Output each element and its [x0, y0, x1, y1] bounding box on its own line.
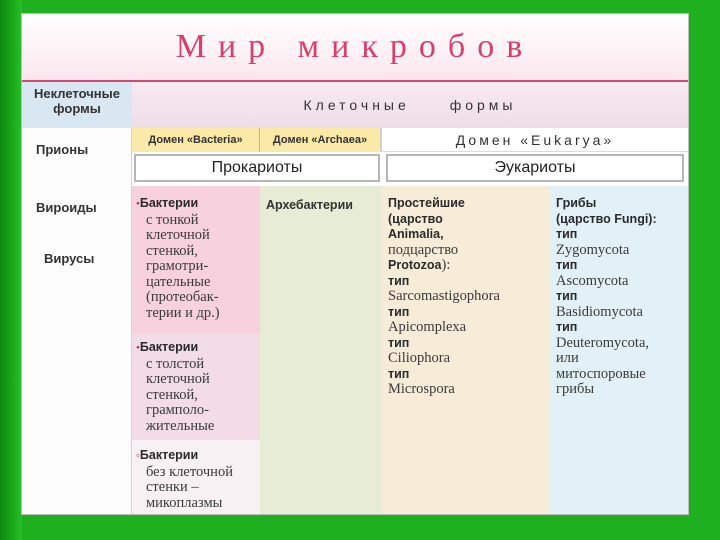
bacteria-group-3-line: без клеточной [146, 463, 233, 480]
fungi-tail-line: грибы [556, 381, 595, 397]
bacteria-group-2-line: с толстой [146, 355, 205, 372]
fungi-tail-line: митоспоровые [556, 365, 646, 382]
protozoa-line4: подцарство [388, 241, 459, 258]
bacteria-group-2-line: клеточной [146, 371, 210, 387]
protozoa-type-name: Apicomplexa [388, 319, 467, 335]
bacteria-group-1-line: с тонкой [146, 211, 199, 228]
bullet-icon: • [136, 342, 140, 354]
noncellular-header [22, 82, 132, 128]
cellular-header-word1: Клеточные [303, 97, 410, 113]
bacteria-group-1-title: Бактерии [139, 196, 199, 210]
bullet-icon: • [136, 198, 140, 210]
cellular-header [132, 82, 688, 128]
bacteria-group-3 [136, 448, 264, 511]
bacteria-group-1-line: клеточной [146, 227, 210, 243]
noncellular-item-prions: Прионы [36, 142, 89, 157]
fungi-type-name: Ascomycota [556, 272, 629, 289]
domain-eukarya: Домен «Eukarya» [380, 128, 688, 152]
protozoa-subkingdom: Protozoa [388, 258, 442, 272]
fungi-tail-line: или [556, 350, 579, 366]
bacteria-group-1 [136, 196, 260, 321]
protozoa-type-label: тип [388, 273, 410, 288]
slide-title: Мир микробов [22, 14, 688, 80]
fungi-type-label: тип [556, 227, 578, 241]
fungi-type-label: тип [556, 320, 578, 334]
bacteria-group-1-line: цательные [146, 273, 211, 290]
fungi-title-line2: (царство Fungi): [556, 211, 657, 226]
fungi-block [556, 196, 686, 398]
fungi-type-name: Basidiomycota [556, 303, 643, 320]
noncellular-header-line1: Неклеточные [34, 86, 120, 101]
group-prokaryotes: Прокариоты [134, 154, 380, 182]
fungi-type-label: тип [556, 289, 578, 303]
bacteria-group-2 [136, 340, 260, 434]
protozoa-type-name: Ciliophora [388, 350, 451, 366]
bacteria-group-1-line: грамотри- [146, 258, 209, 274]
fungi-type-name: Deuteromycota, [556, 334, 650, 351]
bacteria-group-1-line: терии и др.) [146, 304, 220, 321]
archaea-label: Архебактерии [266, 198, 353, 212]
protozoa-title-line3: Animalia, [388, 227, 444, 241]
bullet-icon: ◦ [136, 450, 140, 462]
noncellular-item-viruses: Вирусы [44, 251, 95, 266]
cellular-header-word2: формы [449, 97, 517, 113]
bacteria-group-3-line: стенки – [146, 479, 199, 495]
domain-archaea: Домен «Archaea» [260, 128, 380, 152]
bacteria-group-2-title: Бактерии [139, 340, 199, 354]
protozoa-type-label: тип [388, 366, 410, 381]
fungi-title: Грибы [556, 196, 597, 210]
domain-bacteria: Домен «Bacteria» [132, 128, 260, 152]
bacteria-group-1-line: (протеобак- [146, 289, 219, 305]
fungi-type-name: Zygomycota [556, 241, 630, 258]
left-decor-strip [0, 0, 22, 540]
noncellular-header-line2: формы [53, 101, 101, 116]
bacteria-group-2-line: стенкой, [146, 386, 198, 403]
protozoa-type-name: Microspora [388, 381, 455, 397]
group-eukaryotes: Эукариоты [386, 154, 684, 182]
bacteria-group-3-title: Бактерии [139, 448, 199, 462]
bacteria-group-3-line: микоплазмы [146, 494, 223, 511]
bacteria-group-2-line: жительные [146, 417, 215, 434]
protozoa-type-label: тип [388, 335, 410, 350]
bacteria-group-1-line: стенкой, [146, 242, 198, 259]
protozoa-type-name: Sarcomastigophora [388, 288, 500, 304]
bacteria-group-2-line: грамполо- [146, 402, 209, 418]
protozoa-title: Простейшие [388, 196, 465, 210]
protozoa-block [388, 196, 548, 398]
protozoa-type-label: тип [388, 304, 410, 319]
protozoa-line5-rest: ): [441, 257, 451, 273]
slide [22, 14, 688, 514]
fungi-type-label: тип [556, 258, 578, 272]
archaea-cell [260, 186, 382, 514]
protozoa-title-line2: (царство [388, 211, 443, 226]
noncellular-item-viroids: Вироиды [36, 200, 97, 215]
